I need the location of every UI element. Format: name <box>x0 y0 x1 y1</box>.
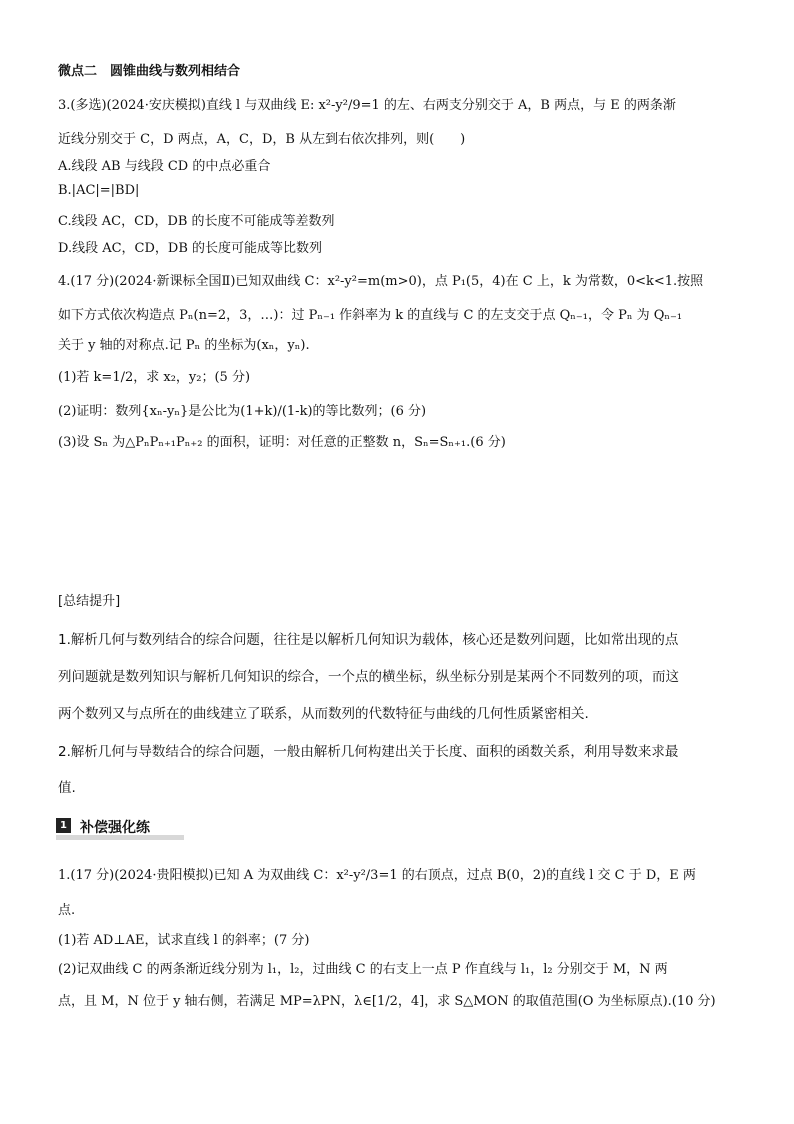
q4-part-3: (3)设 Sₙ 为△PₙPₙ₊₁Pₙ₊₂ 的面积，证明：对任意的正整数 n，Sₙ=Sₙ₊₁.(6 分) <box>58 435 506 450</box>
summary-p2-line1: 2.解析几何与导数结合的综合问题，一般由解析几何构建出关于长度、面积的函数关系，利用导数来求最 <box>58 744 679 760</box>
practice-header <box>56 817 184 841</box>
q4-stem-line1: 4.(17 分)(2024·新课标全国Ⅱ)已知双曲线 C：x²-y²=m(m>0)，点 P₁(5，4)在 C 上，k 为常数，0<k<1.按照 <box>58 274 704 289</box>
q3-stem-line2: 近线分别交于 C，D 两点，A，C，D，B 从左到右依次排列，则( ) <box>58 132 466 147</box>
summary-p2-line2: 值. <box>58 780 76 796</box>
number-one-icon: 1 <box>56 818 71 833</box>
p-q1-stem-line2: 点. <box>58 903 76 918</box>
q3-option-c: C.线段 AC，CD，DB 的长度不可能成等差数列 <box>58 214 335 229</box>
summary-heading: [总结提升] <box>58 594 121 609</box>
p-q1-part-1: (1)若 AD⊥AE，试求直线 l 的斜率；(7 分) <box>58 933 310 948</box>
q3-option-a: A.线段 AB 与线段 CD 的中点必重合 <box>58 159 271 174</box>
q4-stem-line3: 关于 y 轴的对称点.记 Pₙ 的坐标为(xₙ，yₙ). <box>58 338 310 353</box>
summary-p1-line3: 两个数列又与点所在的曲线建立了联系，从而数列的代数特征与曲线的几何性质紧密相关. <box>58 706 589 722</box>
q3-stem-line1: 3.(多选)(2024·安庆模拟)直线 l 与双曲线 E: x²-y²/9=1 的左、右两支分别交于 A，B 两点，与 E 的两条渐 <box>58 98 676 113</box>
p-q1-part-2-line1: (2)记双曲线 C 的两条渐近线分别为 l₁，l₂，过曲线 C 的右支上一点 P 作直线与 l₁，l₂ 分别交于 M，N 两 <box>58 962 668 977</box>
q3-option-d: D.线段 AC，CD，DB 的长度可能成等比数列 <box>58 241 323 256</box>
summary-p1-line2: 列问题就是数列知识与解析几何知识的综合，一个点的横坐标，纵坐标分别是某两个不同数列的项，而这 <box>58 669 679 685</box>
p-q1-part-2-line2: 点，且 M，N 位于 y 轴右侧，若满足 MP=λPN，λ∈[1/2，4]，求 S△MON 的取值范围(O 为坐标原点).(10 分) <box>58 994 716 1009</box>
p-q1-stem-line1: 1.(17 分)(2024·贵阳模拟)已知 A 为双曲线 C：x²-y²/3=1 的右顶点，过点 B(0，2)的直线 l 交 C 于 D，E 两 <box>58 868 696 883</box>
q3-option-b: B.|AC|=|BD| <box>58 183 140 198</box>
practice-title: 补偿强化练 <box>80 820 150 836</box>
q4-stem-line2: 如下方式依次构造点 Pₙ(n=2，3，…)：过 Pₙ₋₁ 作斜率为 k 的直线与 C 的左支交于点 Qₙ₋₁，令 Pₙ 为 Qₙ₋₁ <box>58 308 683 323</box>
q4-part-2: (2)证明：数列{xₙ-yₙ}是公比为(1+k)/(1-k)的等比数列；(6 分) <box>58 404 427 419</box>
q4-part-1: (1)若 k=1/2，求 x₂，y₂；(5 分) <box>58 370 251 385</box>
section-title: 微点二 圆锥曲线与数列相结合 <box>58 64 241 79</box>
summary-p1-line1: 1.解析几何与数列结合的综合问题，往往是以解析几何知识为载体，核心还是数列问题，比如常出现的点 <box>58 632 679 648</box>
